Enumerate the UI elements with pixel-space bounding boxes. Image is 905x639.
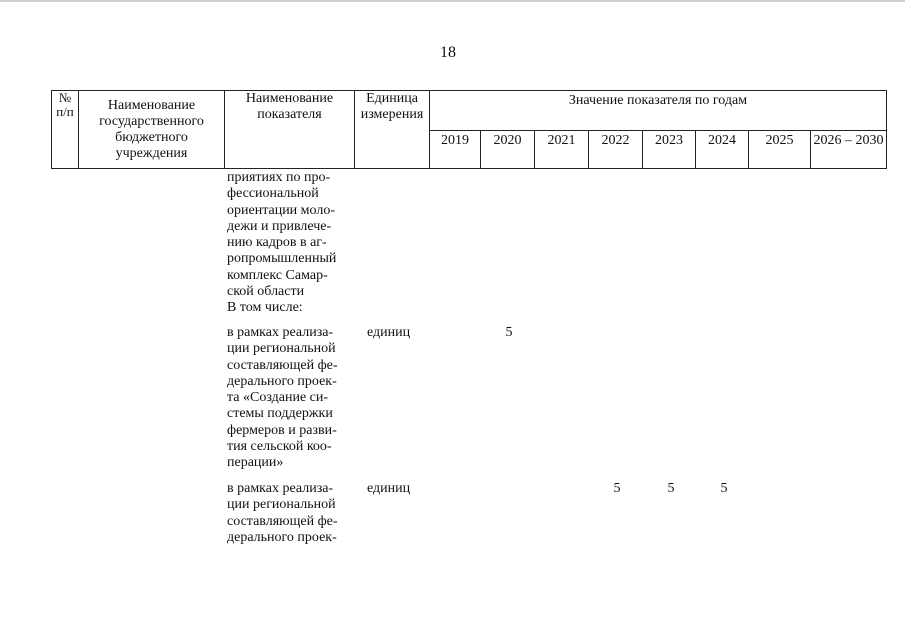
text-line: ской области bbox=[227, 284, 305, 300]
text-line: ропромышленный bbox=[227, 251, 337, 267]
header-year: 2023 bbox=[643, 131, 696, 169]
text-line: комплекс Самар- bbox=[227, 267, 328, 283]
header-year: 2024 bbox=[696, 131, 749, 169]
text-line: В том числе: bbox=[227, 300, 303, 316]
header-year: 2022 bbox=[589, 131, 643, 169]
text-line: перации» bbox=[227, 455, 284, 471]
text-line: ции региональной bbox=[227, 341, 336, 357]
header-year: 2020 bbox=[481, 131, 535, 169]
text-line: фессиональной bbox=[227, 186, 319, 202]
header-year: 2019 bbox=[430, 131, 481, 169]
text-line: та «Создание си- bbox=[227, 390, 329, 406]
header-values-by-year: Значение показателя по годам bbox=[430, 91, 887, 131]
text-line: нию кадров в аг- bbox=[227, 235, 327, 251]
text-line: фермеров и разви- bbox=[227, 422, 337, 438]
header-year: 2021 bbox=[535, 131, 589, 169]
text-line: дежи и привлече- bbox=[227, 218, 332, 234]
text-line: дерального проек- bbox=[227, 373, 337, 389]
page-number: 18 bbox=[440, 44, 456, 61]
text-line: составляющей фе- bbox=[227, 357, 338, 373]
value-2023: 5 bbox=[667, 481, 675, 496]
text-line: приятиях по про- bbox=[227, 170, 331, 185]
text-line: дерального проек- bbox=[227, 529, 337, 545]
table-body bbox=[51, 170, 890, 630]
page-top-edge bbox=[0, 0, 905, 2]
unit-cell: единиц bbox=[367, 325, 411, 340]
text-line: стемы поддержки bbox=[227, 406, 333, 422]
header-year: 2026 – 2030 bbox=[811, 131, 887, 169]
value-2024: 5 bbox=[720, 481, 728, 496]
header-year: 2025 bbox=[749, 131, 811, 169]
text-line: в рамках реализа- bbox=[227, 481, 334, 496]
value-2020: 5 bbox=[505, 325, 513, 340]
indicator-cell bbox=[227, 170, 351, 317]
text-line: ции региональной bbox=[227, 497, 336, 513]
unit-cell: единиц bbox=[367, 481, 411, 496]
header-unit: Единица измерения bbox=[355, 91, 430, 169]
indicator-cell bbox=[227, 481, 351, 546]
text-line: ориентации моло- bbox=[227, 202, 336, 218]
text-line: тия сельской коо- bbox=[227, 439, 332, 455]
header-institution: Наименование государственного бюджетного учреждения bbox=[79, 91, 225, 169]
header-number: № п/п bbox=[52, 91, 79, 169]
text-line: в рамках реализа- bbox=[227, 325, 334, 340]
header-indicator: Наименование показателя bbox=[225, 91, 355, 169]
indicator-cell bbox=[227, 325, 351, 472]
value-2022: 5 bbox=[613, 481, 621, 496]
text-line: составляющей фе- bbox=[227, 513, 338, 529]
indicator-table-header bbox=[51, 90, 887, 169]
